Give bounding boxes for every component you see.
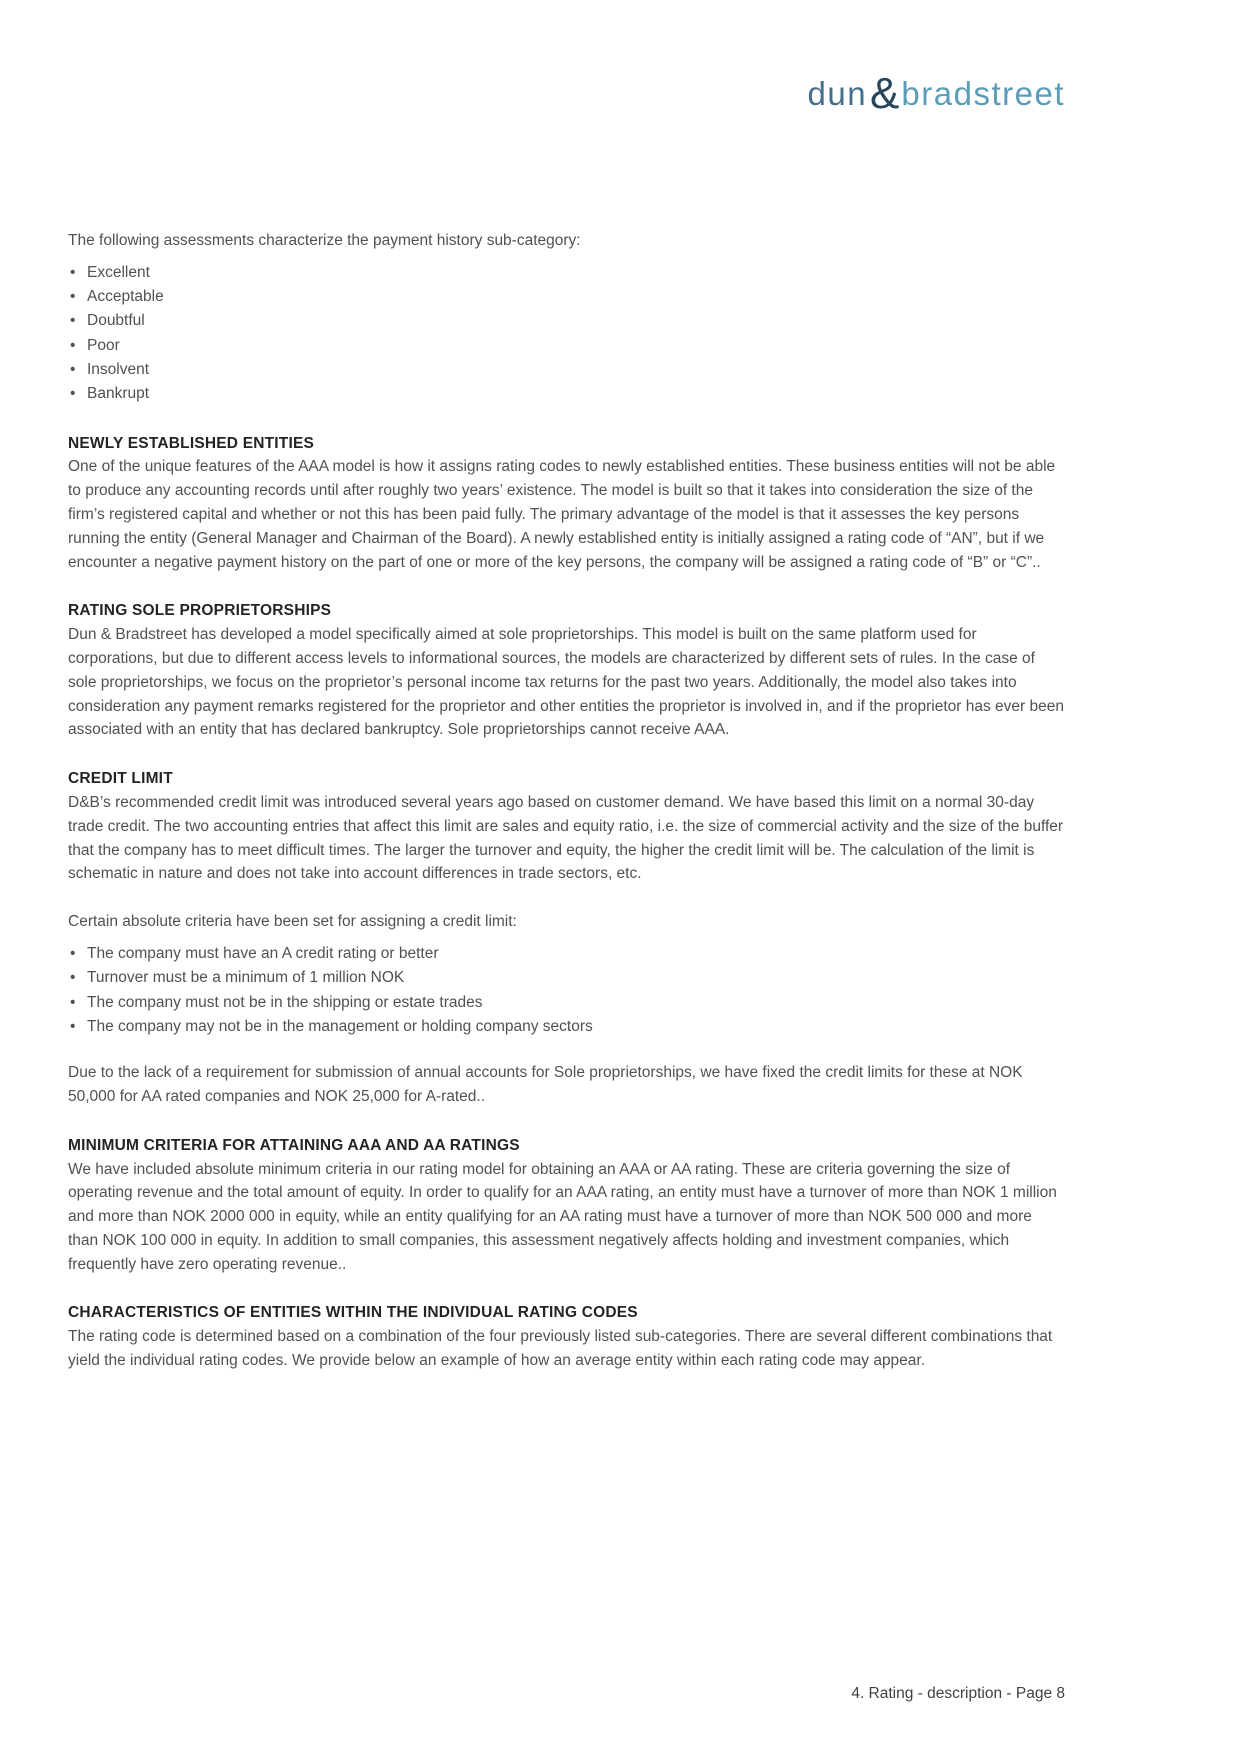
section-paragraph: Dun & Bradstreet has developed a model specifically aimed at sole proprietorships. This model is built on the same platform used for corporations, but due to different access levels to informational sources, the models are characterized by different sets of rules. In the case of sole proprietorships, we focus on the proprietor’s personal income tax returns for the past two years. Additionally, the model also takes into consideration any payment remarks registered for the proprietor and other entities the proprietor is involved in, and if the proprietor has ever been associated with an entity that has declared bankruptcy. Sole proprietorships cannot receive AAA. bbox=[68, 626, 1064, 739]
list-item: • Turnover must be a minimum of 1 million NOK bbox=[68, 966, 1065, 990]
section-minimum-criteria bbox=[68, 1134, 1065, 1277]
section-newly-established-entities bbox=[68, 432, 1065, 575]
list-item: • Acceptable bbox=[68, 285, 1065, 309]
section-paragraph: The rating code is determined based on a combination of the four previously listed sub-categories. There are several different combinations that yield the individual rating codes. We provide below an example of how an average entity within each rating code may appear. bbox=[68, 1328, 1053, 1370]
list-item: • Excellent bbox=[68, 261, 1065, 285]
logo-text-dun: dun bbox=[807, 75, 868, 112]
section-characteristics bbox=[68, 1301, 1065, 1372]
credit-criteria-list bbox=[68, 942, 1065, 1039]
section-rating-sole-proprietorships bbox=[68, 599, 1065, 742]
section-heading: RATING SOLE PROPRIETORSHIPS bbox=[68, 602, 332, 620]
list-item: • The company must have an A credit rating or better bbox=[68, 942, 1065, 966]
section-heading: CHARACTERISTICS OF ENTITIES WITHIN THE INDIVIDUAL RATING CODES bbox=[68, 1304, 638, 1322]
section-heading: CREDIT LIMIT bbox=[68, 770, 173, 788]
list-item: • Doubtful bbox=[68, 309, 1065, 333]
section-heading: NEWLY ESTABLISHED ENTITIES bbox=[68, 434, 315, 452]
page-footer-text: 4. Rating - description - Page 8 bbox=[851, 1685, 1065, 1702]
section-heading: MINIMUM CRITERIA FOR ATTAINING AAA AND AA RATINGS bbox=[68, 1136, 520, 1154]
list-item: • Insolvent bbox=[68, 358, 1065, 382]
section-paragraph: We have included absolute minimum criteria in our rating model for obtaining an AAA or AA rating. These are criteria governing the size of operating revenue and the total amount of equity. In order to qualify for an AAA rating, an entity must have a turnover of more than NOK 1 million and more than NOK 2000 000 in equity, while an entity qualifying for an AA rating must have a turnover of more than NOK 500 000 and more than NOK 100 000 in equity. In addition to small companies, this assessment negatively affects holding and investment companies, which frequently have zero operating revenue.. bbox=[68, 1160, 1057, 1273]
section-credit-limit bbox=[68, 767, 1065, 886]
payment-history-list bbox=[68, 261, 1065, 407]
list-item: • The company must not be in the shipping or estate trades bbox=[68, 991, 1065, 1015]
dun-bradstreet-logo bbox=[807, 69, 1065, 118]
document-body bbox=[68, 229, 1065, 1373]
list-item: • The company may not be in the management or holding company sectors bbox=[68, 1015, 1065, 1039]
section-paragraph: One of the unique features of the AAA model is how it assigns rating codes to newly established entities. These business entities will not be able to produce any accounting records until after roughly two years’ existence. The model is built so that it takes into consideration the size of the firm’s registered capital and whether or not this has been paid fully. The primary advantage of the model is that it assesses the key persons running the entity (General Manager and Chairman of the Board). A newly established entity is initially assigned a rating code of “AN”, but if we encounter a negative payment history on the part of one or more of the key persons, the company will be assigned a rating code of “B” or “C”.. bbox=[68, 458, 1056, 571]
credit-criteria-note: Due to the lack of a requirement for submission of annual accounts for Sole proprietorships, we have fixed the credit limits for these at NOK 50,000 for AA rated companies and NOK 25,000 for A-rated.. bbox=[68, 1064, 1023, 1105]
credit-criteria-lead: Certain absolute criteria have been set for assigning a credit limit: bbox=[68, 913, 517, 931]
logo-ampersand-icon: & bbox=[870, 69, 900, 118]
logo-text-bradstreet: bradstreet bbox=[901, 75, 1065, 112]
intro-lead-paragraph: The following assessments characterize the payment history sub-category: bbox=[68, 232, 581, 249]
page-footer bbox=[851, 1682, 1065, 1705]
list-item: • Poor bbox=[68, 334, 1065, 358]
list-item: • Bankrupt bbox=[68, 382, 1065, 406]
section-paragraph: D&B’s recommended credit limit was introduced several years ago based on customer demand. We have based this limit on a normal 30-day trade credit. The two accounting entries that affect this limit are sales and equity ratio, i.e. the size of commercial activity and the size of the buffer that the company has to meet difficult times. The larger the turnover and equity, the higher the credit limit will be. The calculation of the limit is schematic in nature and does not take into account differences in trade sectors, etc. bbox=[68, 793, 1064, 883]
